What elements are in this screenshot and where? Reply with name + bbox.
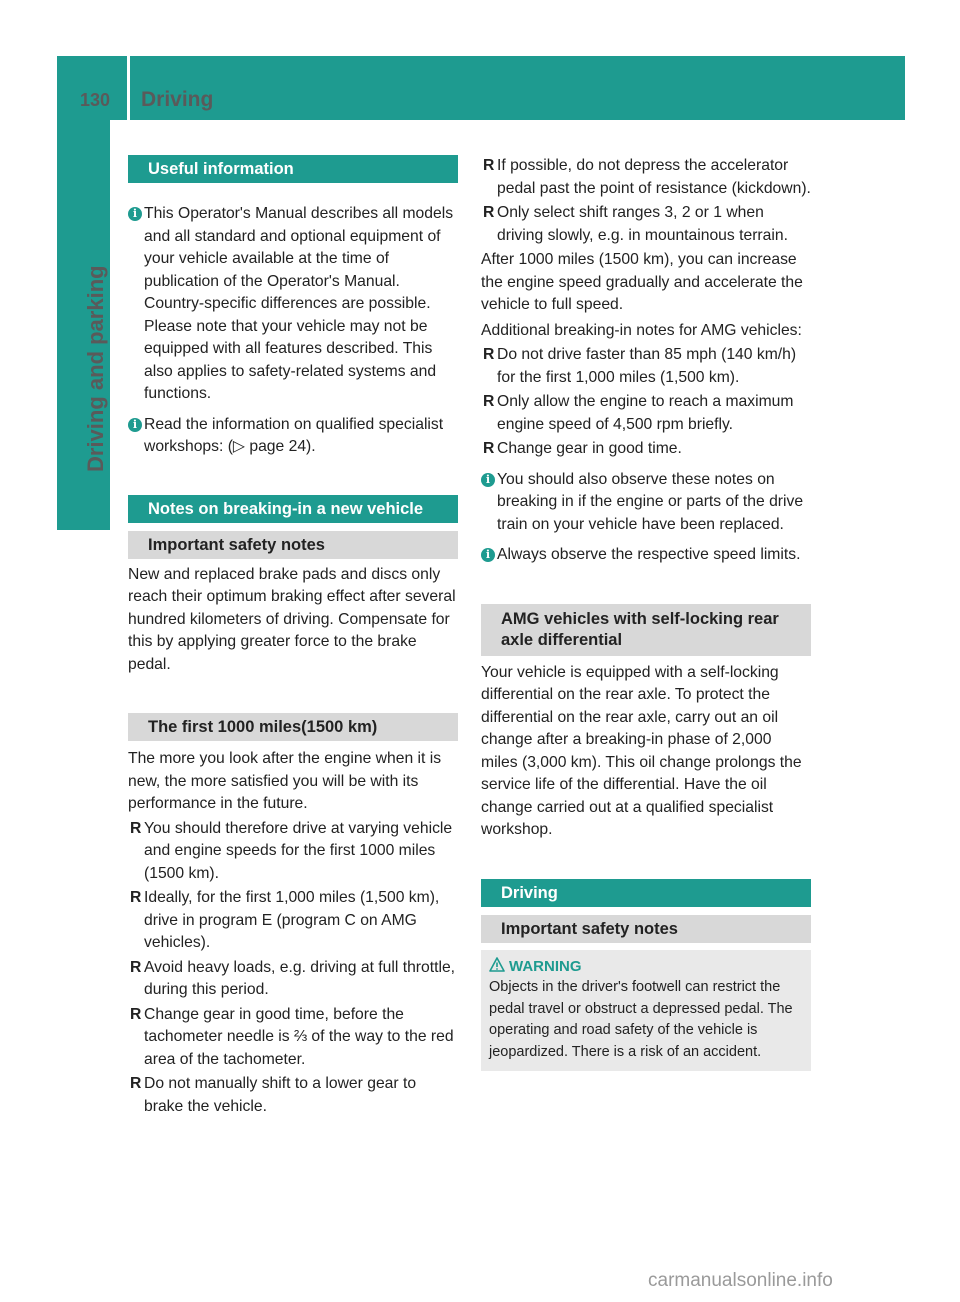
- amg-differential-heading: AMG vehicles with self-locking rear axle differential: [481, 604, 811, 656]
- list-item: R Avoid heavy loads, e.g. driving at full throttle, during this period.: [130, 958, 456, 998]
- info-icon: i: [481, 548, 495, 562]
- important-safety-heading: Important safety notes: [481, 915, 811, 943]
- amg-intro: Additional breaking-in notes for AMG vehicles:: [481, 321, 802, 339]
- info-note: [481, 544, 811, 567]
- info-text: You should also observe these notes on breaking in if the engine or parts of the drive train on your vehicle have been replaced.: [497, 470, 804, 533]
- page-number: 130: [79, 90, 111, 110]
- info-note: [128, 203, 458, 406]
- info-text: Always observe the respective speed limits.: [497, 546, 801, 563]
- list-item: R Ideally, for the first 1,000 miles (1,500 km), drive in program E (program C on AMG vehicles).: [130, 889, 440, 951]
- list-item: R Do not manually shift to a lower gear to brake the vehicle.: [130, 1075, 417, 1115]
- info-text: This Operator's Manual describes all models and all standard and optional equipment of your vehicle available at the time of publication of the Operator's Manual. Country-specific differences are possible. Please note that your vehicle may not be equipped with all features described. This also applies to safety-related systems and functions.: [144, 205, 454, 402]
- useful-information-heading: Useful information: [128, 155, 458, 183]
- info-icon: i: [128, 418, 142, 432]
- important-safety-heading: Important safety notes: [128, 531, 458, 559]
- warning-text: Objects in the driver's footwell can restrict the pedal travel or obstruct a depressed pedal. The operating and road safety of the vehicle is jeopardized. There is a risk of an accident.: [489, 979, 793, 1060]
- breaking-in-heading: Notes on breaking-in a new vehicle: [128, 495, 458, 523]
- warning-triangle-icon: [489, 957, 505, 972]
- chapter-title: Driving: [141, 88, 214, 111]
- info-icon: i: [128, 207, 142, 221]
- warning-box: [481, 950, 811, 1072]
- first-miles-heading: The first 1000 miles(1500 km): [128, 713, 458, 741]
- list-item: R Change gear in good time, before the tachometer needle is ⅔ of the way to the red area of the tachometer.: [130, 1005, 454, 1068]
- right-column: [481, 155, 811, 1071]
- after-paragraph: After 1000 miles (1500 km), you can increase the engine speed gradually and accelerate the vehicle to full speed.: [481, 251, 803, 313]
- list-item: R Only allow the engine to reach a maximum engine speed of 4,500 rpm briefly.: [483, 393, 794, 433]
- left-column: [128, 155, 458, 1118]
- safety-paragraph: New and replaced brake pads and discs only reach their optimum braking effect after several hundred kilometers of driving. Compensate for this by applying greater force to the brake pedal.: [128, 565, 456, 673]
- list-item: R You should therefore drive at varying vehicle and engine speeds for the first 1000 miles (1500 km).: [130, 819, 453, 882]
- side-tab-label: Driving and parking: [83, 265, 108, 472]
- info-text[interactable]: Read the information on qualified specialist workshops: (▷ page 24).: [144, 415, 444, 455]
- warning-title: WARNING: [509, 956, 803, 978]
- info-note: [128, 414, 458, 459]
- list-item: R Change gear in good time.: [483, 440, 682, 457]
- driving-heading: Driving: [481, 879, 811, 907]
- info-note: [481, 469, 811, 537]
- header-separator: [127, 56, 130, 120]
- watermark: carmanualsonline.info: [648, 1270, 833, 1291]
- amg-differential-paragraph: Your vehicle is equipped with a self-locking differential on the rear axle. To protect the differential on the rear axle, carry out an oil change after a breaking-in phase of 2,000 miles (3,000 km). This oil change prolongs the service life of the differential. Have the oil change carried out at a qualified specialist workshop.: [481, 663, 802, 838]
- list-item: R Do not drive faster than 85 mph (140 km/h) for the first 1,000 miles (1,500 km).: [483, 346, 797, 386]
- list-item: R If possible, do not depress the accelerator pedal past the point of resistance (kickdown).: [483, 157, 811, 197]
- list-item: R Only select shift ranges 3, 2 or 1 when driving slowly, e.g. in mountainous terrain.: [483, 204, 788, 244]
- info-icon: i: [481, 473, 495, 487]
- first-miles-paragraph: The more you look after the engine when it is new, the more satisfied you will be with its performance in the future.: [128, 750, 442, 812]
